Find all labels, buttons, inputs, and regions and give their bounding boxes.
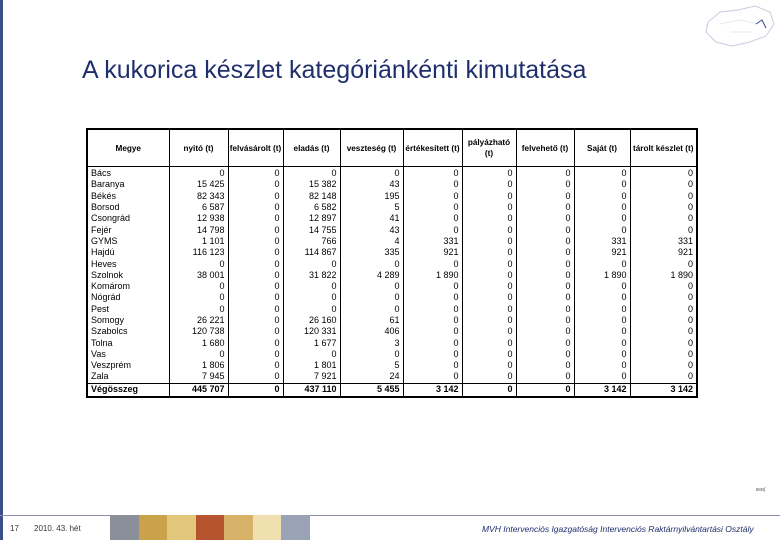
value-cell: 82 148	[283, 191, 340, 202]
value-cell: 0	[630, 371, 697, 383]
grain-photo-tile	[110, 515, 139, 540]
value-cell: 0	[228, 236, 283, 247]
value-cell: 0	[283, 281, 340, 292]
value-cell: 0	[403, 191, 462, 202]
value-cell: 0	[283, 167, 340, 180]
value-cell: 0	[228, 258, 283, 269]
value-cell: 0	[516, 337, 574, 348]
total-value: 3 142	[574, 383, 630, 397]
value-cell: 1 890	[403, 270, 462, 281]
value-cell: 0	[403, 258, 462, 269]
table-row	[87, 360, 697, 371]
value-cell: 0	[630, 337, 697, 348]
value-cell: 1 677	[283, 337, 340, 348]
value-cell: 0	[574, 326, 630, 337]
value-cell: 0	[516, 213, 574, 224]
value-cell: 0	[574, 371, 630, 383]
value-cell: 0	[516, 270, 574, 281]
value-cell: 0	[462, 349, 516, 360]
value-cell: 0	[574, 304, 630, 315]
value-cell: 12 897	[283, 213, 340, 224]
table-row	[87, 315, 697, 326]
value-cell: 0	[228, 292, 283, 303]
value-cell: 0	[516, 371, 574, 383]
slide-title: A kukorica készlet kategóriánkénti kimutatása	[82, 56, 587, 84]
value-cell: 7 921	[283, 371, 340, 383]
value-cell: 0	[169, 258, 228, 269]
county-cell: Borsod	[87, 202, 169, 213]
value-cell: 0	[228, 179, 283, 190]
grain-photo-tile	[224, 515, 253, 540]
value-cell: 0	[462, 360, 516, 371]
county-cell: Vas	[87, 349, 169, 360]
county-cell: Veszprém	[87, 360, 169, 371]
county-cell: Tolna	[87, 337, 169, 348]
value-cell: 0	[574, 360, 630, 371]
value-cell: 0	[462, 326, 516, 337]
value-cell: 0	[340, 349, 403, 360]
value-cell: 14 798	[169, 224, 228, 235]
table-row	[87, 258, 697, 269]
grain-photo-tile	[253, 515, 282, 540]
value-cell: 0	[403, 213, 462, 224]
value-cell: 0	[403, 349, 462, 360]
value-cell: 4 289	[340, 270, 403, 281]
value-cell: 331	[403, 236, 462, 247]
footer-organization: MVH Intervenciós Igazgatóság Intervenciós Raktárnyilvántartási Osztály	[482, 524, 754, 534]
total-value: 3 142	[630, 383, 697, 397]
county-cell: Hajdú	[87, 247, 169, 258]
value-cell: 331	[574, 236, 630, 247]
grain-photo-tile	[139, 515, 168, 540]
value-cell: 0	[630, 167, 697, 180]
value-cell: 0	[228, 213, 283, 224]
value-cell: 0	[169, 292, 228, 303]
value-cell: 0	[630, 179, 697, 190]
value-cell: 766	[283, 236, 340, 247]
footer-date: 2010. 43. hét	[34, 524, 81, 533]
value-cell: 0	[403, 224, 462, 235]
value-cell: 61	[340, 315, 403, 326]
value-cell: 0	[403, 202, 462, 213]
county-cell: Fejér	[87, 224, 169, 235]
column-header: tárolt készlet (t)	[630, 129, 697, 167]
value-cell: 0	[169, 281, 228, 292]
column-header: Megye	[87, 129, 169, 167]
value-cell: 0	[462, 292, 516, 303]
value-cell: 0	[516, 167, 574, 180]
table-row	[87, 224, 697, 235]
value-cell: 0	[630, 191, 697, 202]
value-cell: 15 425	[169, 179, 228, 190]
table-row	[87, 213, 697, 224]
value-cell: 0	[574, 202, 630, 213]
county-cell: Komárom	[87, 281, 169, 292]
value-cell: 1 101	[169, 236, 228, 247]
value-cell: 0	[630, 304, 697, 315]
value-cell: 0	[516, 326, 574, 337]
value-cell: 0	[516, 304, 574, 315]
value-cell: 7 945	[169, 371, 228, 383]
county-cell: Zala	[87, 371, 169, 383]
column-header: veszteség (t)	[340, 129, 403, 167]
table-row	[87, 167, 697, 180]
value-cell: 0	[462, 337, 516, 348]
value-cell: 0	[340, 281, 403, 292]
value-cell: 120 738	[169, 326, 228, 337]
county-cell: Szabolcs	[87, 326, 169, 337]
county-cell: Pest	[87, 304, 169, 315]
value-cell: 0	[169, 304, 228, 315]
page-number: 17	[10, 524, 19, 533]
value-cell: 0	[403, 371, 462, 383]
value-cell: 0	[516, 281, 574, 292]
total-value: 0	[228, 383, 283, 397]
total-value: 0	[516, 383, 574, 397]
table-row	[87, 202, 697, 213]
county-cell: Bács	[87, 167, 169, 180]
value-cell: 0	[462, 213, 516, 224]
value-cell: 0	[630, 281, 697, 292]
value-cell: 0	[228, 315, 283, 326]
column-header: felvehető (t)	[516, 129, 574, 167]
value-cell: 0	[228, 270, 283, 281]
value-cell: 26 221	[169, 315, 228, 326]
grain-photo-tile	[167, 515, 196, 540]
value-cell: 0	[630, 258, 697, 269]
table-row	[87, 326, 697, 337]
value-cell: 116 123	[169, 247, 228, 258]
value-cell: 1 806	[169, 360, 228, 371]
grain-photo-strip	[110, 515, 310, 540]
value-cell: 0	[462, 236, 516, 247]
value-cell: 0	[228, 349, 283, 360]
value-cell: 24	[340, 371, 403, 383]
value-cell: 31 822	[283, 270, 340, 281]
table-row	[87, 270, 697, 281]
value-cell: 0	[228, 167, 283, 180]
value-cell: 0	[462, 191, 516, 202]
value-cell: 0	[630, 213, 697, 224]
county-cell: Somogy	[87, 315, 169, 326]
value-cell: 1 890	[630, 270, 697, 281]
total-value: 5 455	[340, 383, 403, 397]
county-cell: GYMS	[87, 236, 169, 247]
value-cell: 0	[516, 236, 574, 247]
value-cell: 0	[403, 167, 462, 180]
left-accent-rule	[0, 0, 3, 540]
value-cell: 12 938	[169, 213, 228, 224]
value-cell: 0	[516, 224, 574, 235]
value-cell: 0	[228, 304, 283, 315]
value-cell: 0	[403, 304, 462, 315]
table-header-row	[87, 129, 697, 167]
value-cell: 0	[574, 315, 630, 326]
value-cell: 0	[462, 281, 516, 292]
value-cell: 1 801	[283, 360, 340, 371]
value-cell: 0	[630, 292, 697, 303]
value-cell: 0	[574, 349, 630, 360]
value-cell: 0	[462, 202, 516, 213]
value-cell: 0	[228, 371, 283, 383]
value-cell: 0	[228, 224, 283, 235]
grain-photo-tile	[281, 515, 310, 540]
value-cell: 0	[630, 360, 697, 371]
county-cell: Békés	[87, 191, 169, 202]
table-row	[87, 292, 697, 303]
value-cell: 0	[630, 349, 697, 360]
table-row	[87, 236, 697, 247]
value-cell: 0	[574, 213, 630, 224]
value-cell: 26 160	[283, 315, 340, 326]
value-cell: 0	[516, 191, 574, 202]
table-row	[87, 349, 697, 360]
value-cell: 5	[340, 202, 403, 213]
value-cell: 41	[340, 213, 403, 224]
value-cell: 0	[228, 202, 283, 213]
stock-table	[86, 128, 696, 398]
total-value: 3 142	[403, 383, 462, 397]
table-row	[87, 371, 697, 383]
value-cell: 0	[516, 349, 574, 360]
value-cell: 331	[630, 236, 697, 247]
value-cell: 0	[228, 360, 283, 371]
value-cell: 0	[283, 258, 340, 269]
value-cell: 0	[516, 247, 574, 258]
value-cell: 0	[574, 167, 630, 180]
table-row	[87, 247, 697, 258]
value-cell: 0	[574, 337, 630, 348]
value-cell: 0	[228, 337, 283, 348]
value-cell: 0	[574, 191, 630, 202]
value-cell: 921	[403, 247, 462, 258]
value-cell: 43	[340, 224, 403, 235]
value-cell: 0	[283, 349, 340, 360]
value-cell: 0	[574, 224, 630, 235]
grain-photo-tile	[196, 515, 225, 540]
value-cell: 82 343	[169, 191, 228, 202]
value-cell: 114 867	[283, 247, 340, 258]
county-cell: Nógrád	[87, 292, 169, 303]
value-cell: 1 680	[169, 337, 228, 348]
column-header: Saját (t)	[574, 129, 630, 167]
value-cell: 0	[574, 179, 630, 190]
value-cell: 0	[516, 315, 574, 326]
value-cell: 0	[462, 270, 516, 281]
value-cell: 0	[403, 292, 462, 303]
value-cell: 1 890	[574, 270, 630, 281]
county-cell: Szolnok	[87, 270, 169, 281]
column-header: eladás (t)	[283, 129, 340, 167]
value-cell: 0	[403, 326, 462, 337]
value-cell: 6 587	[169, 202, 228, 213]
value-cell: 0	[516, 202, 574, 213]
value-cell: 0	[283, 292, 340, 303]
county-cell: Csongrád	[87, 213, 169, 224]
value-cell: 0	[462, 167, 516, 180]
total-value: 445 707	[169, 383, 228, 397]
value-cell: 0	[630, 224, 697, 235]
value-cell: 0	[630, 326, 697, 337]
table-row	[87, 281, 697, 292]
value-cell: 5	[340, 360, 403, 371]
column-header: felvásárolt (t)	[228, 129, 283, 167]
value-cell: 0	[462, 304, 516, 315]
value-cell: 0	[574, 292, 630, 303]
table-row	[87, 191, 697, 202]
value-cell: 0	[403, 281, 462, 292]
value-cell: 43	[340, 179, 403, 190]
value-cell: 6 582	[283, 202, 340, 213]
value-cell: 0	[283, 304, 340, 315]
small-mark: ιιιιιιι(	[756, 487, 766, 493]
county-cell: Baranya	[87, 179, 169, 190]
value-cell: 15 382	[283, 179, 340, 190]
column-header: értékesített (t)	[403, 129, 462, 167]
total-label: Végösszeg	[87, 383, 169, 397]
value-cell: 406	[340, 326, 403, 337]
value-cell: 0	[340, 292, 403, 303]
value-cell: 3	[340, 337, 403, 348]
table-row	[87, 337, 697, 348]
column-header: pályázható (t)	[462, 129, 516, 167]
value-cell: 0	[462, 179, 516, 190]
value-cell: 0	[462, 315, 516, 326]
value-cell: 0	[630, 315, 697, 326]
total-value: 0	[462, 383, 516, 397]
value-cell: 38 001	[169, 270, 228, 281]
county-cell: Heves	[87, 258, 169, 269]
value-cell: 0	[516, 292, 574, 303]
value-cell: 0	[403, 360, 462, 371]
value-cell: 0	[574, 281, 630, 292]
value-cell: 921	[630, 247, 697, 258]
value-cell: 921	[574, 247, 630, 258]
value-cell: 0	[340, 167, 403, 180]
value-cell: 0	[340, 258, 403, 269]
value-cell: 0	[462, 258, 516, 269]
value-cell: 0	[340, 304, 403, 315]
value-cell: 0	[462, 224, 516, 235]
value-cell: 0	[228, 326, 283, 337]
value-cell: 0	[169, 167, 228, 180]
table-row	[87, 304, 697, 315]
value-cell: 0	[462, 371, 516, 383]
value-cell: 0	[403, 179, 462, 190]
value-cell: 0	[228, 247, 283, 258]
hungary-map-logo	[700, 2, 778, 54]
total-value: 437 110	[283, 383, 340, 397]
value-cell: 0	[403, 337, 462, 348]
value-cell: 0	[403, 315, 462, 326]
value-cell: 335	[340, 247, 403, 258]
value-cell: 0	[169, 349, 228, 360]
value-cell: 14 755	[283, 224, 340, 235]
value-cell: 195	[340, 191, 403, 202]
value-cell: 0	[574, 258, 630, 269]
value-cell: 0	[462, 247, 516, 258]
value-cell: 0	[516, 360, 574, 371]
value-cell: 120 331	[283, 326, 340, 337]
total-row	[87, 383, 697, 397]
value-cell: 0	[228, 191, 283, 202]
column-header: nyitó (t)	[169, 129, 228, 167]
value-cell: 0	[516, 258, 574, 269]
table-row	[87, 179, 697, 190]
value-cell: 0	[228, 281, 283, 292]
value-cell: 0	[630, 202, 697, 213]
value-cell: 4	[340, 236, 403, 247]
value-cell: 0	[516, 179, 574, 190]
